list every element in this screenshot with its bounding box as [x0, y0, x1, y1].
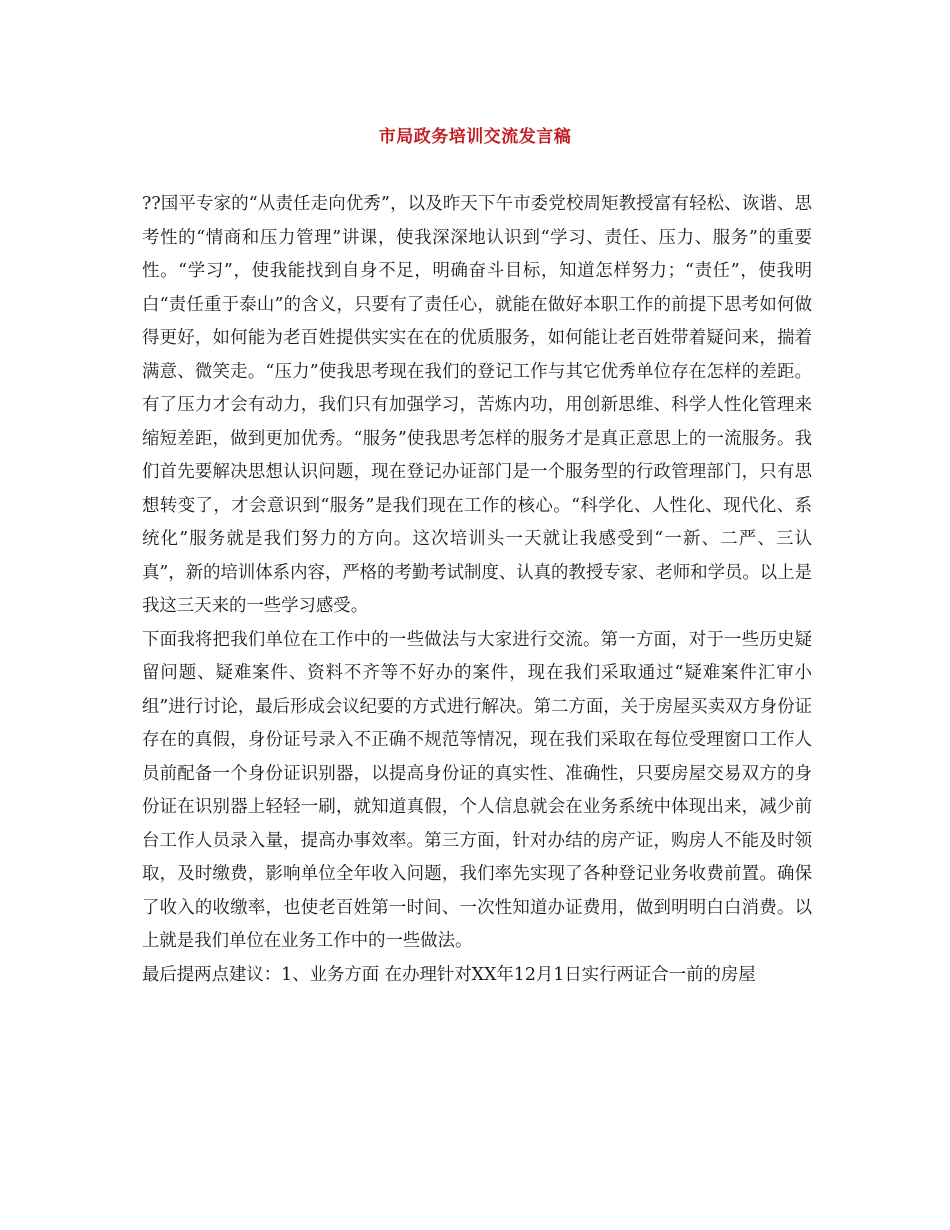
paragraph-suggestions: 最后提两点建议：1、业务方面 在办理针对XX年12月1日实行两证合一前的房屋	[142, 964, 756, 985]
document-body	[142, 188, 812, 992]
paragraph-work-practices: 下面我将把我们单位在工作中的一些做法与大家进行交流。第一方面，对于一些历史疑留问题、疑难案件、资料不齐等不好办的案件，现在我们采取通过“疑难案件汇审小组”进行讨论，最后形成会议纪要的方式进行解决。第二方面，关于房屋买卖双方身份证存在的真假，身份证号录入不正确不规范等情况，现在我们采取在每位受理窗口工作人员前配备一个身份证识别器，以提高身份证的真实性、准确性，只要房屋交易双方的身份证在识别器上轻轻一刷，就知道真假，个人信息就会在业务系统中体现出来，减少前台工作人员录入量，提高办事效率。第三方面，针对办结的房产证，购房人不能及时领取，及时缴费，影响单位全年收入问题，我们率先实现了各种登记业务收费前置。确保了收入的收缴率，也使老百姓第一时间、一次性知道办证费用，做到明明白白消费。以上就是我们单位在业务工作中的一些做法。	[142, 629, 812, 951]
paragraph-learning-reflections: ??国平专家的“从责任走向优秀”，以及昨天下午市委党校周矩教授富有轻松、诙谐、思考性的“情商和压力管理”讲课，使我深深地认识到“学习、责任、压力、服务”的重要性。“学习”，使我能找到自身不足，明确奋斗目标，知道怎样努力；“责任”，使我明白“责任重于泰山”的含义，只要有了责任心，就能在做好本职工作的前提下思考如何做得更好，如何能为老百姓提供实实在在的优质服务，如何能让老百姓带着疑问来，揣着满意、微笑走。“压力”使我思考现在我们的登记工作与其它优秀单位存在怎样的差距。有了压力才会有动力，我们只有加强学习，苦炼内功，用创新思维、科学人性化管理来缩短差距，做到更加优秀。“服务”使我思考怎样的服务才是真正意思上的一流服务。我们首先要解决思想认识问题，现在登记办证部门是一个服务型的行政管理部门，只有思想转变了，才会意识到“服务”是我们现在工作的核心。“科学化、人性化、现代化、系统化”服务就是我们努力的方向。这次培训头一天就让我感受到“一新、二严、三认真”，新的培训体系内容，严格的考勤考试制度、认真的教授专家、老师和学员。以上是我这三天来的一些学习感受。	[142, 194, 812, 616]
document-title: 市局政务培训交流发言稿	[378, 127, 572, 147]
